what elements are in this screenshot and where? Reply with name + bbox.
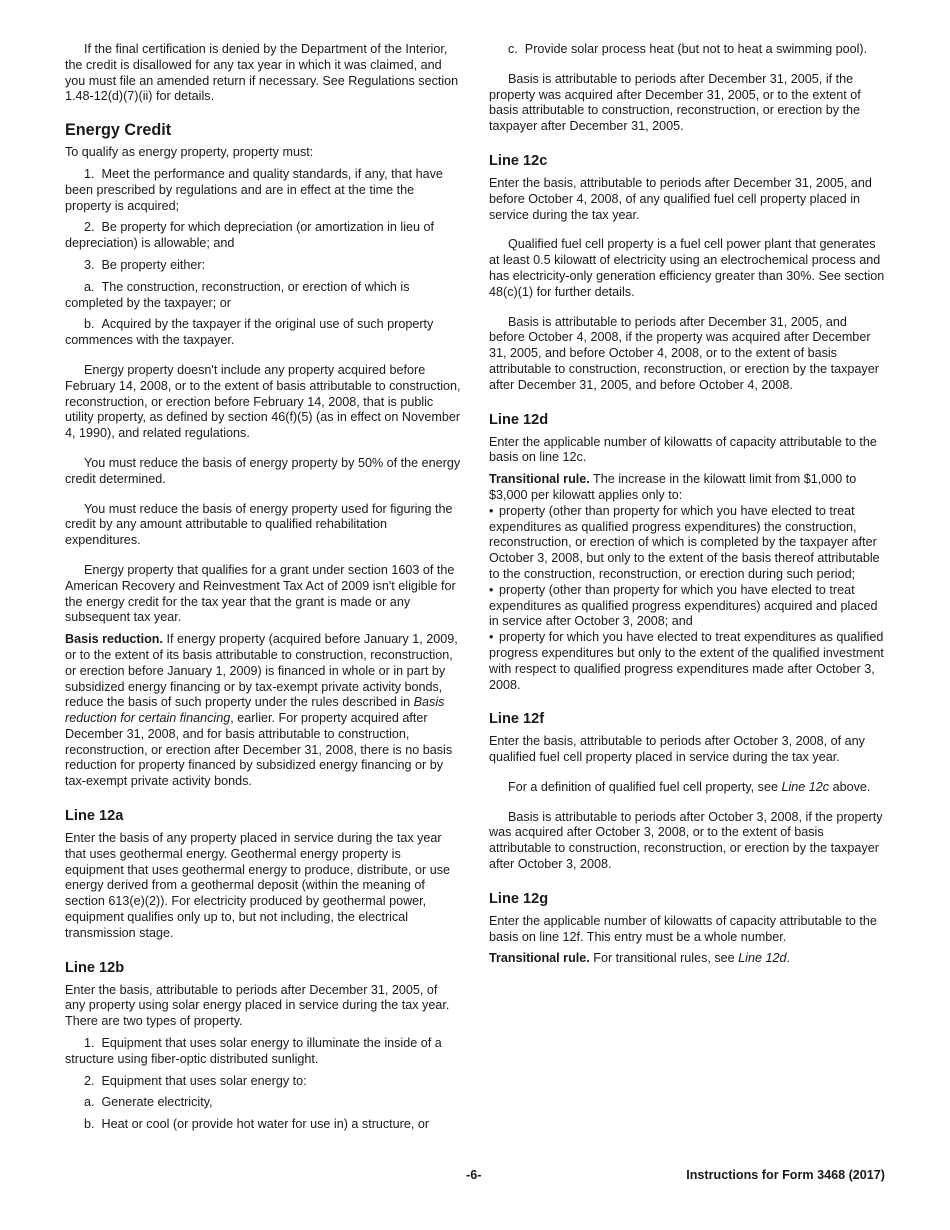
line-12g-transitional-text: For transitional rules, see xyxy=(589,951,739,966)
bullet-icon: • xyxy=(489,503,494,518)
line-12b-item-1: 1. Equipment that uses solar energy to illuminate the inside of a structure using fiber-optic distributed sunlight. xyxy=(65,1036,442,1066)
bullet-item xyxy=(489,583,885,630)
solar-basis-paragraph: Basis is attributable to periods after December 31, 2005, if the property was acquired after December 31, 2005, or to the extent of basis attributable to construction, reconstruction, or erection by the taxpayer after December 31, 2005. xyxy=(489,71,861,134)
transitional-rule-lead: Transitional rule. xyxy=(489,472,590,487)
qualify-paragraph: To qualify as energy property, property must: xyxy=(65,145,314,160)
reduce-rehab-paragraph: You must reduce the basis of energy property used for figuring the credit by any amount attributable to qualified rehabilitation expenditures. xyxy=(65,501,453,548)
doesnt-include-paragraph: Energy property doesn't include any property acquired before February 14, 2008, or to the extent of basis attributable to construction, reconstruction, or erection before February 14, 2008, that is public utility property, as defined by section 46(f)(5) (as in effect on November 4, 1990), and related regulations. xyxy=(65,362,461,441)
qualify-item-a: a. The construction, reconstruction, or erection of which is completed by the taxpayer; or xyxy=(65,279,410,310)
line-12f-definition xyxy=(489,780,885,796)
bullet-text-1: property (other than property for which you have elected to treat expenditures as qualified progress expenditures) the construction, reconstruction, or erection of which is completed by the taxpayer after October 3, 2008, but only to the extent of the basis thereof attributable to the construction, reconstruction, or erection during such period; xyxy=(489,503,880,581)
left-column xyxy=(65,42,461,1139)
line-12b-item-2: 2. Equipment that uses solar energy to: xyxy=(84,1073,307,1088)
line-12g-text: Enter the applicable number of kilowatts of capacity attributable to the basis on line 12f. This entry must be a whole number. xyxy=(489,913,877,944)
bullet-item xyxy=(489,630,885,693)
qualify-item-1: 1. Meet the performance and quality standards, if any, that have been prescribed by regulations and are in effect at the time the property is acquired; xyxy=(65,166,443,213)
basis-reduction-text-2: , earlier. For property acquired after December 31, 2008, and for basis attributable to construction, reconstruction, or erection after December 31, 2008, there is no basis reduction for property financed by subsidized energy financing or by tax-exempt private activity bonds. xyxy=(65,711,453,789)
line-12b-item-a: a. Generate electricity, xyxy=(84,1095,213,1110)
line-12g-transitional-lead: Transitional rule. xyxy=(489,951,590,966)
line-12f-basis: Basis is attributable to periods after October 3, 2008, if the property was acquired after October 3, 2008, or to the extent of basis attributable to construction, reconstruction, or erection by the taxpayer after October 3, 2008. xyxy=(489,809,883,872)
transitional-rule-text: The increase in the kilowatt limit from $1,000 to $3,000 per kilowatt applies only to: xyxy=(489,472,857,502)
intro-paragraph: If the final certification is denied by the Department of the Interior, the credit is disallowed for any tax year in which it was claimed, and you must file an amended return if necessary. See Regulations section 1.48-12(d)(7)(ii) for details. xyxy=(65,42,459,104)
basis-reduction-text-1: If energy property (acquired before January 1, 2009, or to the extent of its basis attributable to construction, reconstruction, or erection before January 1, 2009) is financed in whole or in part by subsidized energy financing or by tax-exempt private activity bonds, reduce the basis of such property under the rules described in xyxy=(65,632,458,710)
line-12g-transitional xyxy=(489,951,885,967)
line-12f-def-text-2: above. xyxy=(829,779,871,794)
bullet-item xyxy=(489,504,885,583)
transitional-rule-paragraph xyxy=(489,472,885,504)
line-12f-text: Enter the basis, attributable to periods after October 3, 2008, of any qualified fuel cell property placed in service during the tax year. xyxy=(489,734,865,765)
line-12c-basis: Basis is attributable to periods after December 31, 2005, and before October 4, 2008, if the property was acquired after December 31, 2005, and before October 4, 2008, or to the extent of basis attributable to construction, reconstruction, or erection by the taxpayer after December 31, 2005, and before October 4, 2008. xyxy=(489,314,879,392)
line-12f-def-italic: Line 12c xyxy=(781,779,830,794)
line-12g-heading: Line 12g xyxy=(489,890,549,907)
qualify-item-b: b. Acquired by the taxpayer if the original use of such property commences with the taxpayer. xyxy=(65,317,434,348)
solar-item-c: c. Provide solar process heat (but not to heat a swimming pool). xyxy=(508,42,868,56)
line-12a-heading: Line 12a xyxy=(65,808,124,825)
form-footer-title: Instructions for Form 3468 (2017) xyxy=(686,1168,885,1182)
page-number: -6- xyxy=(466,1168,482,1182)
line-12f-heading: Line 12f xyxy=(489,711,545,728)
bullet-icon: • xyxy=(489,582,494,597)
line-12b-heading: Line 12b xyxy=(65,959,125,976)
line-12d-text: Enter the applicable number of kilowatts of capacity attributable to the basis on line 12c. xyxy=(489,434,877,465)
fuel-cell-definition: Qualified fuel cell property is a fuel cell power plant that generates at least 0.5 kilowatt of electricity using an electrochemical process and has electricity-only generation efficiency greater than 30%. See section 48(c)(1) for further details. xyxy=(489,237,885,299)
bullet-icon: • xyxy=(489,630,494,645)
bullet-text-3: property for which you have elected to treat expenditures as qualified progress expenditures but only to the extent of the qualified investment with respect to qualified progress expenditures made after October 3, 2008. xyxy=(489,630,884,692)
qualify-item-3: 3. Be property either: xyxy=(84,257,206,272)
basis-reduction-lead: Basis reduction. xyxy=(65,632,163,647)
basis-reduction-paragraph xyxy=(65,632,461,790)
line-12d-heading: Line 12d xyxy=(489,411,549,428)
grant-paragraph: Energy property that qualifies for a grant under section 1603 of the American Recovery and Reinvestment Tax Act of 2009 isn't eligible for the energy credit for the tax year that the grant is made or any subsequent tax year. xyxy=(65,562,456,625)
line-12c-heading: Line 12c xyxy=(489,152,548,169)
line-12g-transitional-italic: Line 12d xyxy=(738,951,787,966)
line-12a-text: Enter the basis of any property placed in service during the tax year that uses geothermal energy. Geothermal energy property is equipment that uses geothermal energy to produce, distribute, or use energy derived from a geothermal deposit (within the meaning of section 613(e)(2)). For electricity produced by geothermal power, equipment qualifies only up to, but not including, the electrical transmission stage. xyxy=(65,831,451,940)
reduce-50-paragraph: You must reduce the basis of energy property by 50% of the energy credit determined. xyxy=(65,455,461,486)
right-column xyxy=(489,42,885,973)
line-12b-item-b: b. Heat or cool (or provide hot water for use in) a structure, or xyxy=(84,1117,430,1132)
bullet-text-2: property (other than property for which you have elected to treat expenditures as qualified progress expenditures) acquired and placed in service after October 3, 2008; and xyxy=(489,582,878,629)
line-12f-def-text-1: For a definition of qualified fuel cell property, see xyxy=(508,779,782,794)
energy-credit-heading: Energy Credit xyxy=(65,121,172,140)
line-12g-transitional-end: . xyxy=(786,951,790,966)
line-12c-text: Enter the basis, attributable to periods after December 31, 2005, and before October 4, 2008, of any qualified fuel cell property placed in service during the tax year. xyxy=(489,175,872,222)
basis-reduction-italic: Basis reduction for certain financing xyxy=(65,695,445,726)
qualify-item-2: 2. Be property for which depreciation (or amortization in lieu of depreciation) is allowable; and xyxy=(65,220,434,251)
line-12b-text: Enter the basis, attributable to periods after December 31, 2005, of any property using solar energy placed in service during the tax year. There are two types of property. xyxy=(65,982,450,1029)
